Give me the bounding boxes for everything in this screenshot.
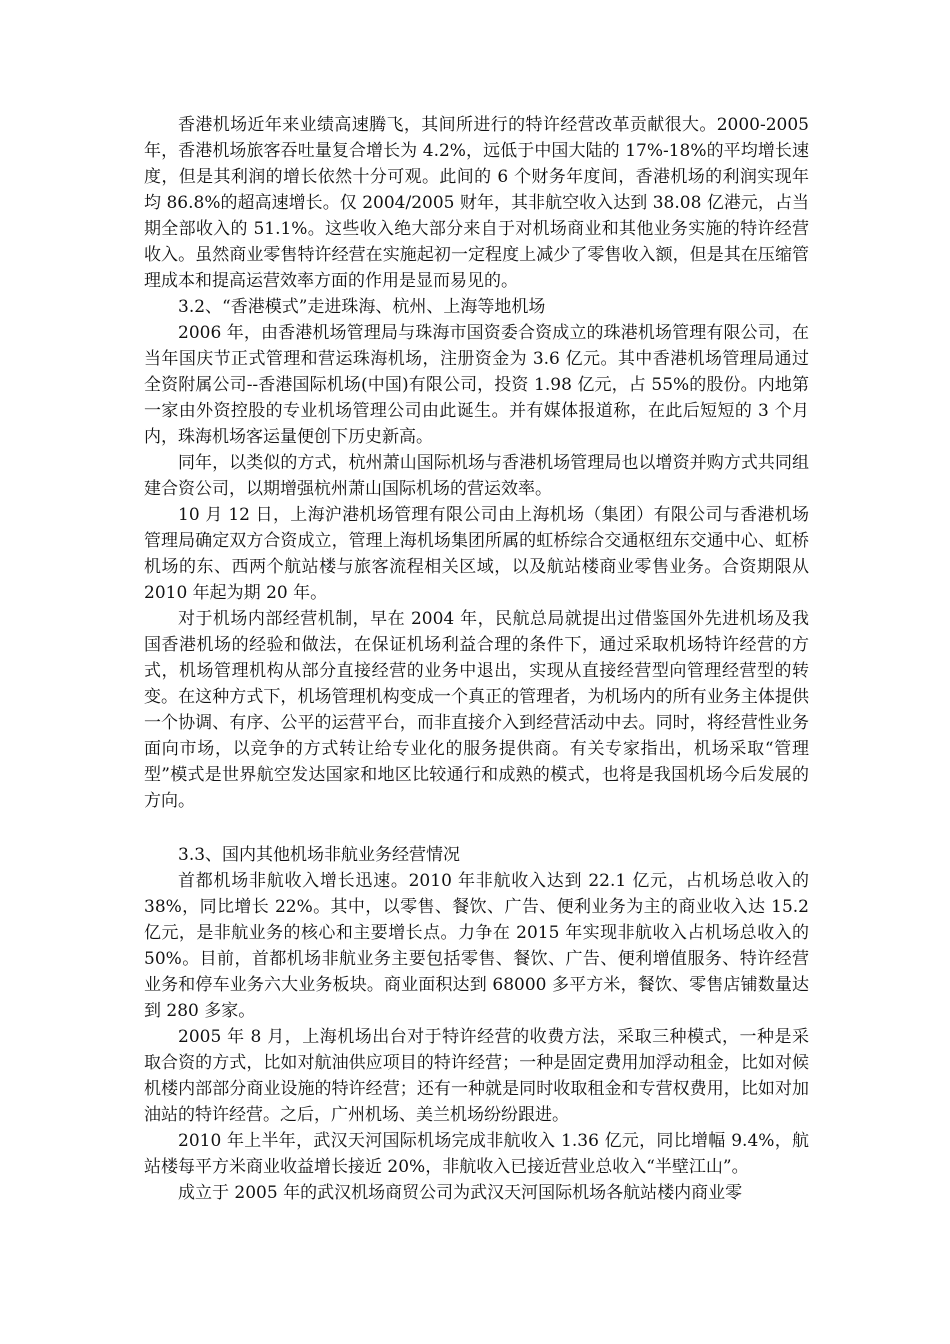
paragraph-hangzhou-airport: 同年，以类似的方式，杭州萧山国际机场与香港机场管理局也以增资并购方式共同组建合资公司，以期增强杭州萧山国际机场的营运效率。 bbox=[144, 453, 809, 499]
document-page bbox=[144, 112, 809, 1206]
section-heading-3-2: 3.2、“香港模式”走进珠海、杭州、上海等地机场 bbox=[178, 297, 546, 317]
paragraph-shanghai-airport: 10 月 12 日，上海沪港机场管理有限公司由上海机场（集团）有限公司与香港机场管理局确定双方合资成立，管理上海机场集团所属的虹桥综合交通枢纽东交通中心、虹桥机场的东、西两个航站楼与旅客流程相关区域，以及航站楼商业零售业务。合资期限从 2010 年起为期 20 年。 bbox=[144, 505, 809, 603]
paragraph-shanghai-franchise-fees: 2005 年 8 月，上海机场出台对于特许经营的收费方法，采取三种模式，一种是采取合资的方式，比如对航油供应项目的特许经营；一种是固定费用加浮动租金，比如对候机楼内部部分商业设施的特许经营；还有一种就是同时收取租金和专营权费用，比如对加油站的特许经营。之后，广州机场、美兰机场纷纷跟进。 bbox=[144, 1027, 809, 1125]
paragraph-wuhan-airport-revenue: 2010 年上半年，武汉天河国际机场完成非航收入 1.36 亿元，同比增幅 9.4%，航站楼每平方米商业收益增长接近 20%，非航收入已接近营业总收入“半壁江山”。 bbox=[144, 1131, 809, 1177]
paragraph-hk-airport-performance: 香港机场近年来业绩高速腾飞，其间所进行的特许经营改革贡献很大。2000-2005 年，香港机场旅客吞吐量复合增长为 4.2%，远低于中国大陆的 17%-18%的平均增长速度，但是其利润的增长依然十分可观。此间的 6 个财务年度间，香港机场的利润实现年均 86.8%的超高速增长。仅 2004/2005 财年，其非航空收入达到 38.08 亿港元，占当期全部收入的 51.1%。这些收入绝大部分来自于对机场商业和其他业务实施的特许经营收入。虽然商业零售特许经营在实施起初一定程度上减少了零售收入额，但是其在压缩管理成本和提高运营效率方面的作用是显而易见的。 bbox=[144, 115, 809, 291]
paragraph-caac-policy: 对于机场内部经营机制，早在 2004 年，民航总局就提出过借鉴国外先进机场及我国香港机场的经验和做法，在保证机场利益合理的条件下，通过采取机场特许经营的方式，机场管理机构从部分直接经营的业务中退出，实现从直接经营型向管理经营型的转变。在这种方式下，机场管理机构变成一个真正的管理者，为机场内的所有业务主体提供一个协调、有序、公平的运营平台，而非直接介入到经营活动中去。同时，将经营性业务面向市场，以竞争的方式转让给专业化的服务提供商。有关专家指出，机场采取“管理型”模式是世界航空发达国家和地区比较通行和成熟的模式，也将是我国机场今后发展的方向。 bbox=[144, 609, 809, 811]
paragraph-capital-airport: 首都机场非航收入增长迅速。2010 年非航收入达到 22.1 亿元，占机场总收入的 38%，同比增长 22%。其中，以零售、餐饮、广告、便利业务为主的商业收入达 15.2 亿元，是非航业务的核心和主要增长点。力争在 2015 年实现非航收入占机场总收入的 50%。目前，首都机场非航业务主要包括零售、餐饮、广告、便利增值服务、特许经营业务和停车业务六大业务板块。商业面积达到 68000 多平方米，餐饮、零售店铺数量达到 280 多家。 bbox=[144, 871, 809, 1021]
section-heading-3-3: 3.3、国内其他机场非航业务经营情况 bbox=[178, 845, 461, 865]
paragraph-zhuhai-airport: 2006 年，由香港机场管理局与珠海市国资委合资成立的珠港机场管理有限公司，在当年国庆节正式管理和营运珠海机场，注册资金为 3.6 亿元。其中香港机场管理局通过全资附属公司--香港国际机场(中国)有限公司，投资 1.98 亿元，占 55%的股份。内地第一家由外资控股的专业机场管理公司由此诞生。并有媒体报道称，在此后短短的 3 个月内，珠海机场客运量便创下历史新高。 bbox=[144, 323, 809, 447]
paragraph-wuhan-trade-company: 成立于 2005 年的武汉机场商贸公司为武汉天河国际机场各航站楼内商业零 bbox=[178, 1183, 743, 1203]
